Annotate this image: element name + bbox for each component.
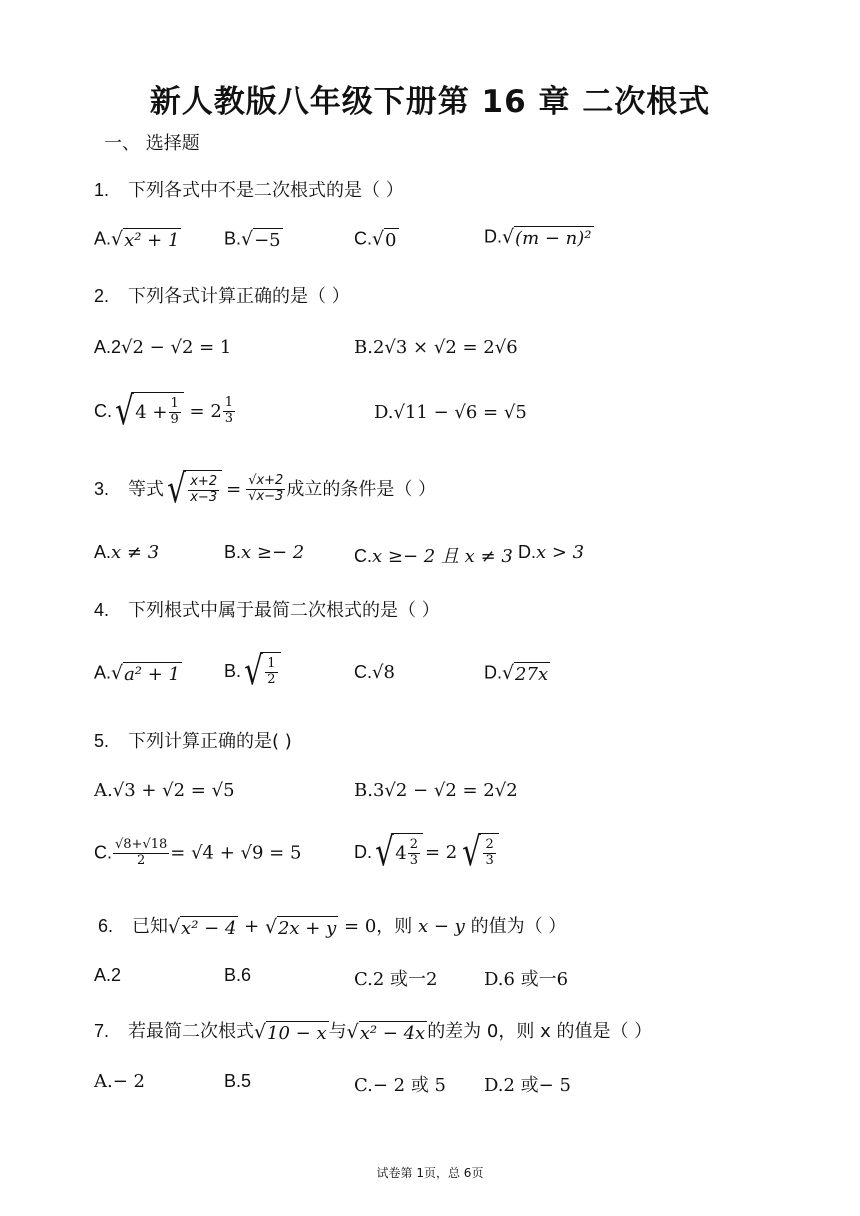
q2-option-c: C. √ 4 + $\frac{1}{9}$ = 2 $\frac{1}{3}$	[94, 388, 234, 434]
q5-option-a: A.√3 + √2 = √5	[94, 780, 235, 801]
q3-option-a: A.x ≠ 3	[94, 542, 160, 563]
q4-option-d: D. √ 27x	[484, 662, 549, 685]
q4-option-a: A. √ a² + 1	[94, 662, 180, 685]
page-title: 新人教版八年级下册第 16 章 二次根式	[149, 84, 711, 120]
question-number: 5.	[94, 731, 110, 751]
question-4	[94, 596, 440, 622]
q6-option-a: A.2	[94, 965, 122, 985]
q1-option-c: C. √ 0	[354, 228, 397, 251]
q1-option-d: D. √ (m − n)²	[484, 226, 592, 249]
question-1	[94, 176, 404, 202]
question-stem: 下列根式中属于最简二次根式的是（ ）	[128, 600, 440, 621]
q6-option-b: B.6	[224, 965, 252, 985]
question-stem: 下列各式中不是二次根式的是（ ）	[128, 180, 404, 201]
q2-option-a: A.2√2 − √2 = 1	[94, 337, 232, 358]
q2-option-d: D.√11 − √6 = √5	[374, 402, 527, 423]
question-number: 6.	[98, 916, 114, 936]
q7-option-a: A.− 2	[94, 1071, 145, 1092]
q1-option-a: A. √ x² + 1	[94, 228, 180, 251]
q5-option-b: B.3√2 − √2 = 2√2	[354, 780, 518, 801]
question-stem: 下列各式计算正确的是（ ）	[128, 286, 350, 307]
section-heading: 一、 选择题	[104, 133, 200, 154]
question-6: 6. 已知 √ x² − 4 + √ 2x + y = 0，则 x − y 的值为（ ）	[98, 915, 567, 939]
q7-option-c: C.− 2 或 5	[354, 1075, 447, 1096]
question-2	[94, 282, 350, 308]
q3-option-c: C.x ≥− 2 且 x ≠ 3	[354, 546, 513, 567]
q6-option-c: C.2 或一2	[354, 969, 438, 990]
q7-option-d: D.2 或− 5	[484, 1075, 571, 1096]
question-stem: 下列计算正确的是( )	[128, 731, 292, 752]
question-3: 3. 等式 √ $\frac{x+2}{x-3}$ = $\frac{√x+2}{√x-3}$ 成立的条件是（ ）	[94, 466, 437, 512]
question-number: 1.	[94, 180, 110, 200]
q3-option-b: B.x ≥− 2	[224, 542, 305, 563]
question-number: 2.	[94, 286, 110, 306]
question-number: 7.	[94, 1021, 110, 1041]
q2-option-b: B.2√3 × √2 = 2√6	[354, 337, 518, 358]
q4-option-c: C.√8	[354, 662, 395, 683]
question-number: 4.	[94, 600, 110, 620]
q4-option-b: B. √ $\frac{1}{2}$	[224, 652, 281, 692]
question-number: 3.	[94, 478, 110, 499]
q1-option-b: B. √ −5	[224, 228, 281, 251]
q5-option-c: C. $\frac{√8+√18}{2}$ = √4 + √9 = 5	[94, 837, 302, 868]
page-footer: 试卷第 1页，总 6页	[376, 1166, 484, 1180]
q6-option-d: D.6 或一6	[484, 969, 569, 990]
q5-option-d: D. √ 4 $\frac{2}{3}$ = 2 √ $\frac{2}{3}$	[354, 833, 499, 873]
question-7: 7. 若最简二次根式 √ 10 − x 与 √ x² − 4x 的差为 0，则 x 的值是（ ）	[94, 1020, 653, 1044]
q3-option-d: D.x > 3	[518, 542, 585, 563]
question-5	[94, 727, 292, 753]
q7-option-b: B.5	[224, 1071, 252, 1091]
